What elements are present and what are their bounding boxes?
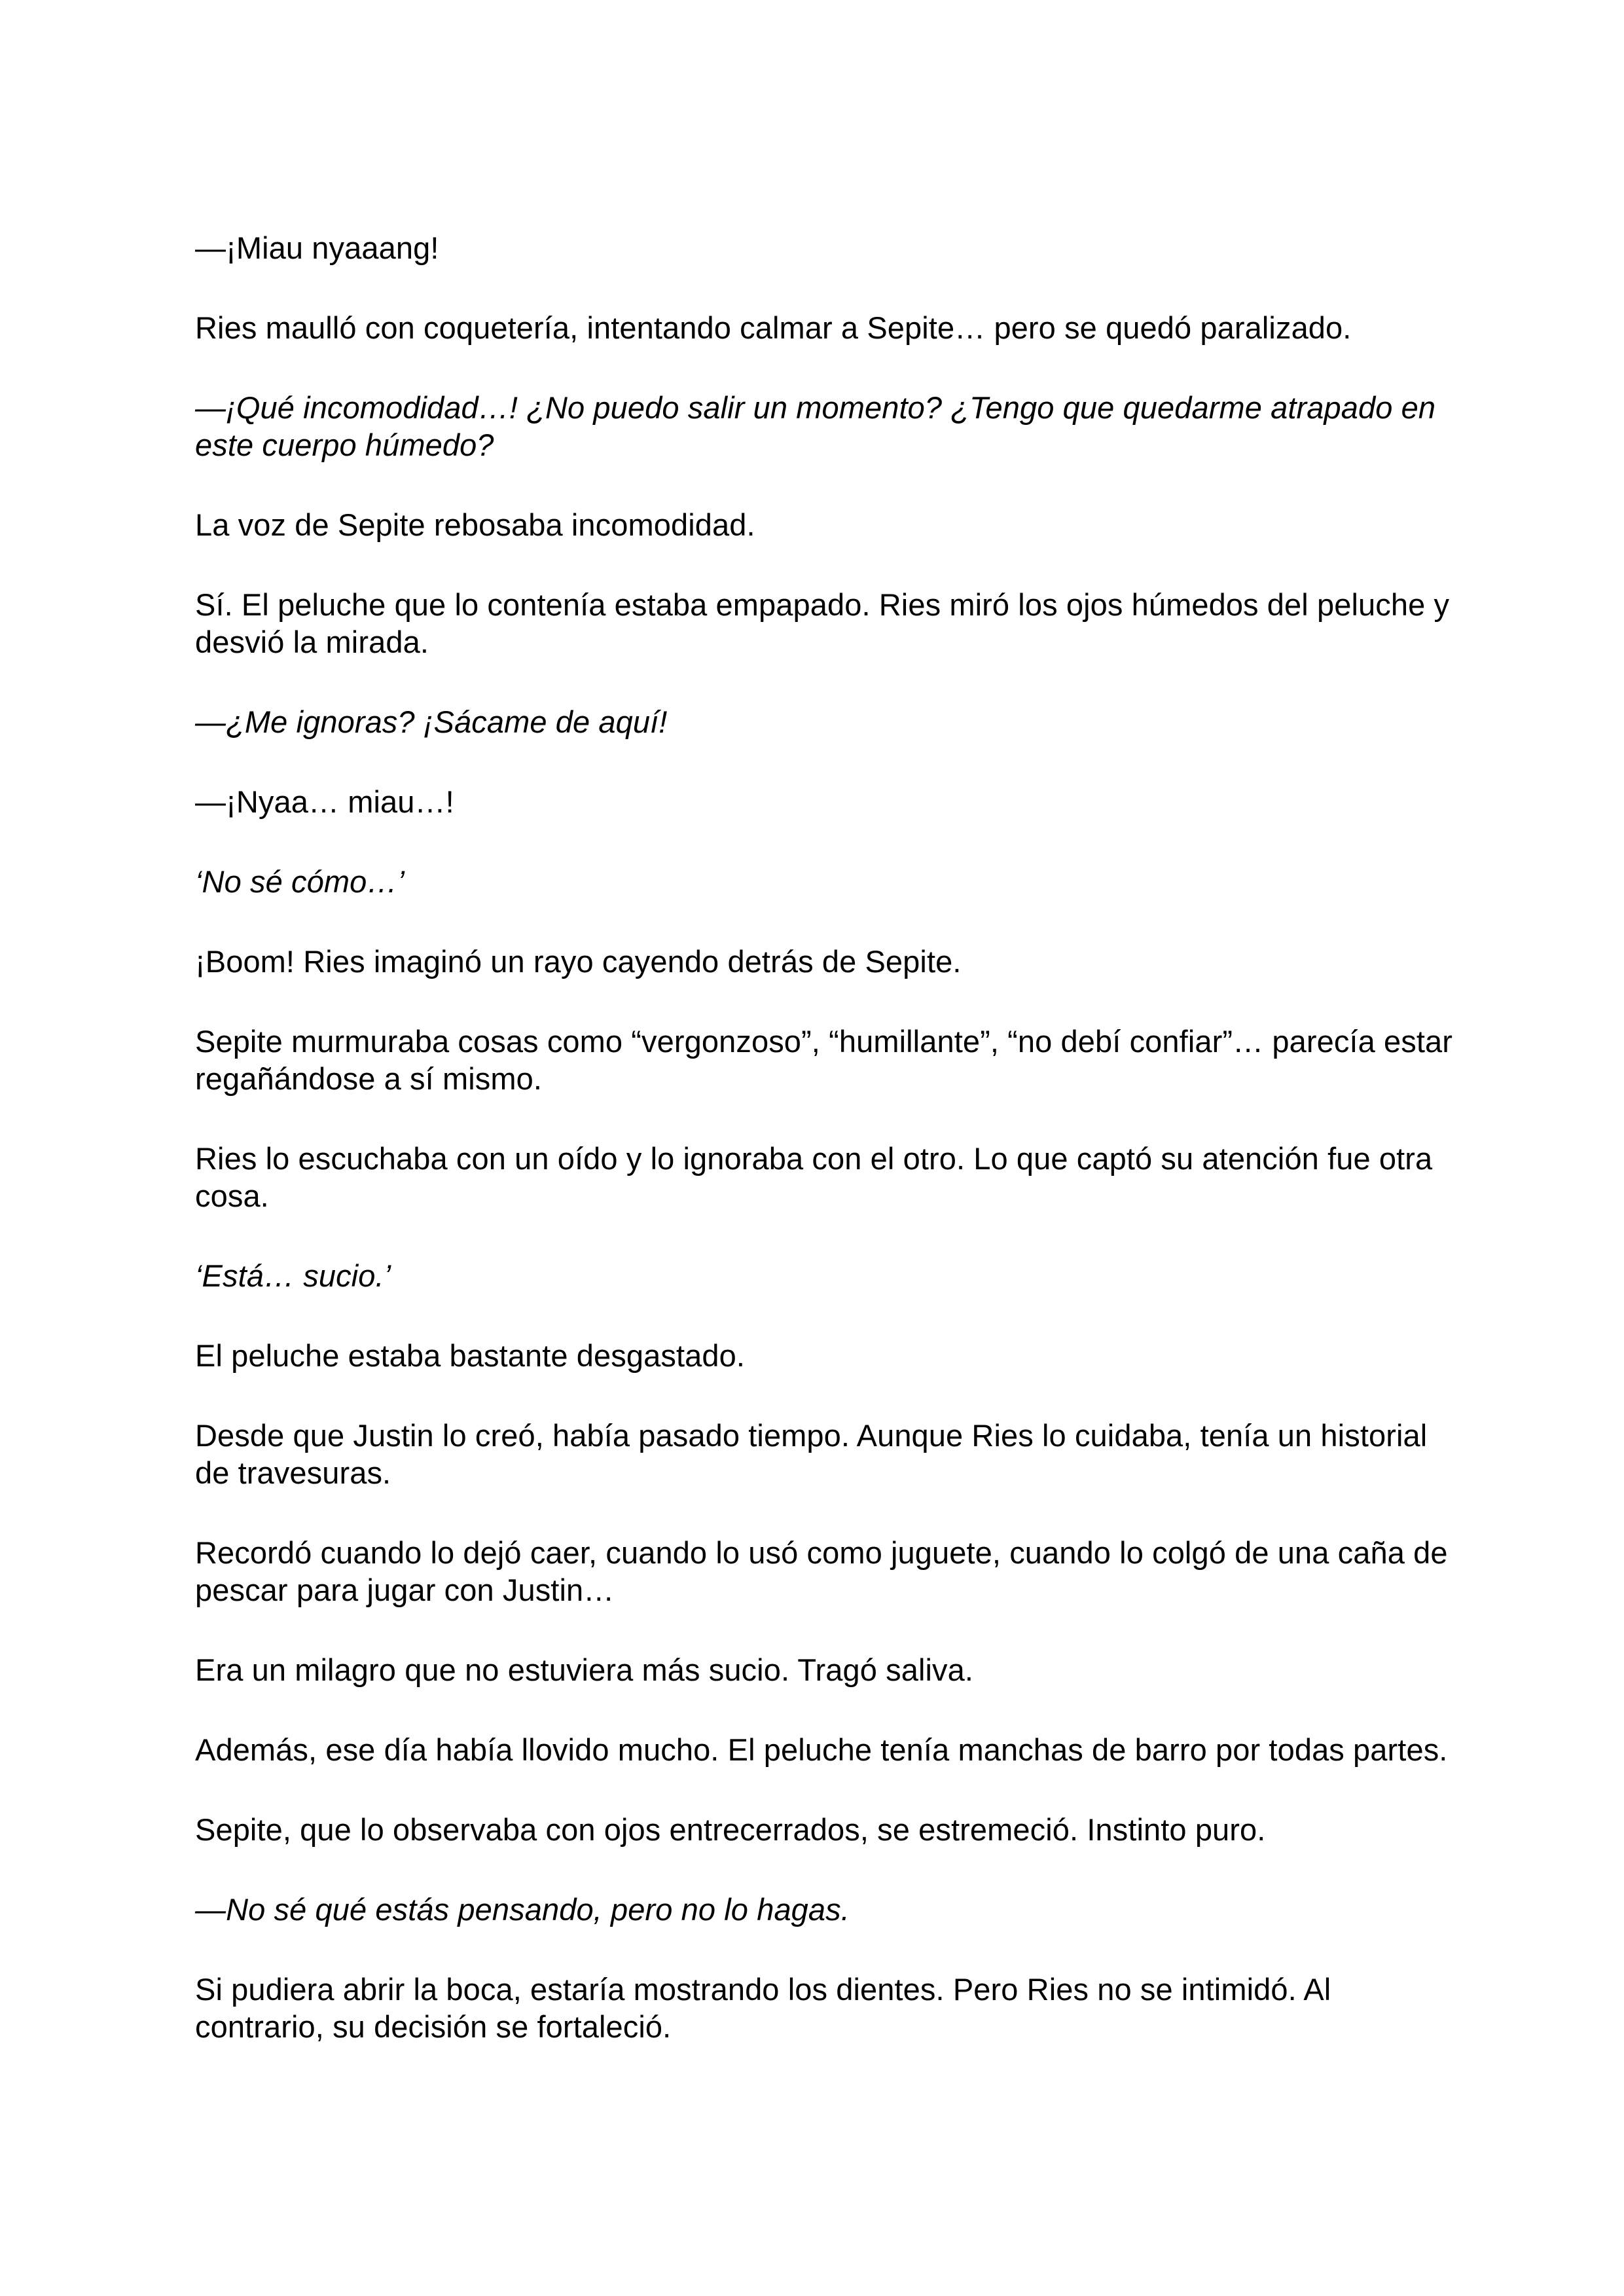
paragraph: [195, 1023, 1453, 1097]
text-line: Además, ese día había llovido mucho. El peluche tenía manchas de barro por todas partes.: [195, 1732, 1448, 1767]
text-line: cosa.: [195, 1178, 269, 1213]
text-line: este cuerpo húmedo?: [195, 428, 494, 462]
paragraph: [195, 1337, 1428, 1374]
paragraph: [195, 943, 1428, 980]
text-line: —¿Me ignoras? ¡Sácame de aquí!: [195, 704, 668, 739]
paragraph: [195, 506, 1428, 543]
text-line: Si pudiera abrir la boca, estaría mostrando los dientes. Pero Ries no se intimidó. Al: [195, 1972, 1331, 2007]
paragraph: [195, 1417, 1428, 1491]
paragraph: [195, 1257, 1428, 1294]
paragraph: [195, 1140, 1433, 1214]
text-line: —¡Qué incomodidad…! ¿No puedo salir un momento? ¿Tengo que quedarme atrapado en: [195, 390, 1436, 425]
paragraph: [195, 1651, 1428, 1688]
text-line: Era un milagro que no estuviera más sucio. Tragó saliva.: [195, 1652, 974, 1687]
text-line: El peluche estaba bastante desgastado.: [195, 1338, 745, 1373]
paragraph: [195, 863, 1428, 900]
text-line: desvió la mirada.: [195, 625, 429, 659]
paragraph: [195, 783, 1428, 820]
paragraph: [195, 1534, 1448, 1609]
paragraph: [195, 1891, 1428, 1928]
text-line: ‘No sé cómo…’: [195, 864, 405, 899]
text-line: Sepite murmuraba cosas como “vergonzoso”, “humillante”, “no debí confiar”… parecía estar: [195, 1024, 1453, 1059]
text-line: —¡Nyaa… miau…!: [195, 784, 454, 819]
text-line: Desde que Justin lo creó, había pasado tiempo. Aunque Ries lo cuidaba, tenía un historial: [195, 1418, 1428, 1453]
paragraph: [195, 389, 1436, 464]
paragraph: [195, 1971, 1428, 2045]
text-line: regañándose a sí mismo.: [195, 1061, 543, 1096]
text-line: La voz de Sepite rebosaba incomodidad.: [195, 507, 755, 542]
text-line: Ries maulló con coquetería, intentando calmar a Sepite… pero se quedó paralizado.: [195, 310, 1352, 345]
paragraph: [195, 703, 1428, 740]
text-line: ‘Está… sucio.’: [195, 1258, 391, 1293]
text-line: Sí. El peluche que lo contenía estaba empapado. Ries miró los ojos húmedos del peluche y: [195, 587, 1450, 622]
text-line: contrario, su decisión se fortaleció.: [195, 2009, 672, 2044]
paragraph: [195, 309, 1428, 346]
text-line: —No sé qué estás pensando, pero no lo hagas.: [195, 1892, 850, 1927]
text-line: —¡Miau nyaaang!: [195, 230, 439, 265]
text-line: Ries lo escuchaba con un oído y lo ignoraba con el otro. Lo que captó su atención fue otra: [195, 1141, 1433, 1176]
text-line: de travesuras.: [195, 1455, 391, 1490]
text-line: Recordó cuando lo dejó caer, cuando lo usó como juguete, cuando lo colgó de una caña de: [195, 1535, 1448, 1570]
text-line: Sepite, que lo observaba con ojos entrecerrados, se estremeció. Instinto puro.: [195, 1812, 1266, 1847]
paragraph: [195, 1731, 1448, 1768]
text-line: pescar para jugar con Justin…: [195, 1573, 615, 1607]
paragraph: [195, 1811, 1428, 1848]
paragraph: [195, 229, 1428, 266]
text-line: ¡Boom! Ries imaginó un rayo cayendo detrás de Sepite.: [195, 944, 962, 979]
paragraph: [195, 586, 1450, 661]
